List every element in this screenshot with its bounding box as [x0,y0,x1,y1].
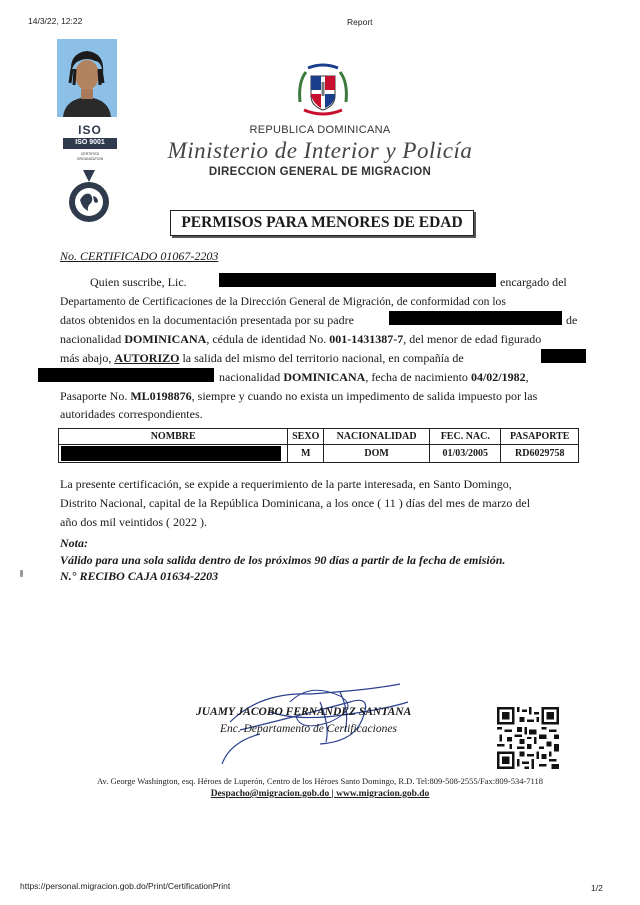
country-name: REPUBLICA DOMINICANA [249,124,391,136]
p1-cedula: 001-1431387-7 [329,332,404,346]
redacted-father-name [389,311,562,325]
cell-pasaporte: RD6029758 [501,445,579,463]
minor-photo [57,39,117,117]
iso-sub2: ORGANIZATION [76,157,104,161]
iso-sub1: CERTIFIED [80,152,100,156]
print-tab-title: Report [347,17,373,27]
p1-line5-a: más abajo, [60,351,115,365]
coat-of-arms-icon [294,62,352,120]
p1-line5-c: la salida del mismo del territorio nacional, en compañía de [179,351,464,365]
signature-scrawl [200,672,420,768]
p1-line7-a: Pasaporte No. [60,389,131,403]
p1-line7 [60,389,537,404]
p1-line1-b: encargado del [500,275,567,289]
print-datetime: 14/3/22, 12:22 [28,16,83,26]
p1-line1-a: Quien suscribe, Lic. [90,275,187,289]
p1-line6 [219,370,529,385]
print-url: https://personal.migracion.gob.do/Print/CertificationPrint [20,881,231,891]
footer-links[interactable]: Despacho@migracion.gob.do | www.migracion.gob.do [210,789,430,799]
p2-line2: Distrito Nacional, capital de la República Dominicana, a los once ( 11 ) días del mes de marzo del [60,496,531,510]
p1-autorizo: AUTORIZO [114,351,180,365]
p1-line3: datos obtenidos en la documentación presentada por su padre [60,313,354,327]
cell-fec-nac: 01/03/2005 [430,445,501,463]
document-title: PERMISOS PARA MENORES DE EDAD [170,210,474,236]
minor-data-table [58,428,579,463]
p1-line4 [60,332,541,347]
certificate-number: No. CERTIFICADO 01067-2203 [60,249,219,263]
scan-speck [20,570,23,577]
p1-line6-e: , [525,370,529,384]
ministry-name: Ministerio de Interior y Policía [167,138,473,163]
receipt-number: N.° RECIBO CAJA 01634-2203 [60,569,219,583]
p1-line3-b: de [566,313,578,327]
p2-line3: año dos mil veintidos ( 2022 ). [60,515,207,529]
signatory-name: JUAMY JACOBO FERNANDEZ SANTANA [196,706,412,718]
p1-line5 [60,351,464,366]
p1-line6-c: , fecha de nacimiento [365,370,471,384]
p1-passport: ML0198876 [130,389,192,403]
col-sexo: SEXO [288,429,324,445]
p1-birthdate: 04/02/1982 [470,370,526,384]
p1-nationality-2: DOMINICANA [283,370,366,384]
col-nacionalidad: NACIONALIDAD [324,429,430,445]
redacted-companion-a [541,349,586,363]
p1-nationality: DOMINICANA [124,332,207,346]
table-header-row [59,429,579,445]
directorate-name: DIRECCION GENERAL DE MIGRACION [208,166,432,178]
p1-line7-c: , siempre y cuando no exista un impedimento de salida impuesto por las [191,389,538,403]
p1-line8: autoridades correspondientes. [60,407,203,421]
nota-label: Nota: [60,536,88,550]
signatory-role: Enc. Departamento de Certificaciones [220,723,397,735]
cell-nacionalidad: DOM [324,445,430,463]
col-pasaporte: PASAPORTE [501,429,579,445]
footer-address: Av. George Washington, esq. Héroes de Luperón, Centro de los Héroes Santo Domingo, R.D. Tel:809-508-2555/Fax:809-534-7118 [96,776,543,786]
col-fec-nac: FEC. NAC. [430,429,501,445]
iso-top-text: ISO [78,123,102,137]
redacted-minor-name [61,446,281,461]
nota-text: Válido para una sola salida dentro de los próximos 90 días a partir de la fecha de emisión. [60,553,506,567]
table-row [59,445,579,463]
globe-icon [64,170,114,226]
iso-label: ISO 9001 [75,139,105,146]
qr-code-icon [497,707,559,769]
cell-sexo: M [288,445,324,463]
redacted-name [219,273,496,287]
redacted-companion-b [38,368,214,382]
p2-line1: La presente certificación, se expide a requerimiento de la parte interesada, en Santo Domingo, [60,477,512,491]
cell-nombre [59,445,288,463]
p1-line4-e: , del menor de edad figurado [403,332,542,346]
p1-line6-a: nacionalidad [219,370,284,384]
col-nombre: NOMBRE [59,429,288,445]
p1-line2-text: Departamento de Certificaciones de la Dirección General de Migración, de conformidad con los [60,295,506,308]
print-page-number: 1/2 [591,883,603,893]
p1-line4-c: , cédula de identidad No. [206,332,330,346]
p1-line4-a: nacionalidad [60,332,125,346]
